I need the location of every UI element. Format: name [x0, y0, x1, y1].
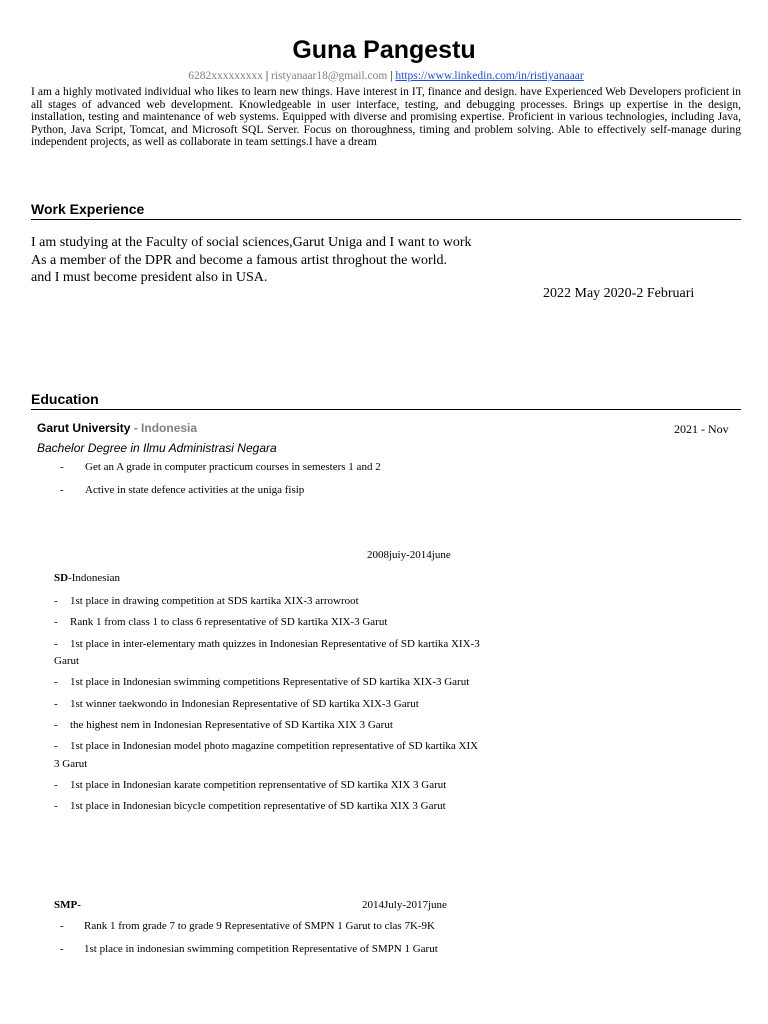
list-item-text: 1st place in inter-elementary math quizzes in Indonesian Representative of SD kartika XIX-3 Garut [54, 637, 480, 668]
university-entry [37, 420, 197, 436]
bullet-dash: - [54, 740, 58, 753]
contact-line [0, 69, 768, 84]
list-item-text: 1st place in Indonesian swimming competitions Representative of SD kartika XIX-3 Garut [70, 676, 470, 689]
sd-title-rest: -Indonesian [68, 572, 120, 584]
bullet-dash: - [54, 616, 58, 629]
bullet-dash: - [60, 461, 64, 473]
list-item [54, 798, 484, 816]
phone-number: 6282xxxxxxxxx [188, 70, 263, 82]
list-item [60, 461, 480, 484]
list-item [54, 777, 484, 795]
list-item [60, 918, 480, 935]
bullet-dash: - [54, 779, 58, 792]
university-achievements [60, 461, 480, 507]
linkedin-link[interactable]: https://www.linkedin.com/in/ristiyanaaar [395, 70, 584, 82]
work-description [31, 234, 551, 287]
list-item-text: 1st place in Indonesian karate competition reprensentative of SD kartika XIX 3 Garut [70, 779, 447, 792]
contact-separator: | [265, 70, 269, 82]
list-item-text: Rank 1 from grade 7 to grade 9 Representative of SMPN 1 Garut to clas 7K-9K [84, 920, 436, 932]
work-line: I am studying at the Faculty of social sciences,Garut Uniga and I want to work [31, 235, 472, 250]
bullet-dash: - [54, 800, 58, 813]
list-item-text: 1st place in Indonesian bicycle competition representative of SD kartika XIX 3 Garut [70, 800, 446, 813]
list-item-text: 1st winner taekwondo in Indonesian Representative of SD kartika XIX-3 Garut [70, 697, 419, 710]
list-item-text: 1st place in Indonesian model photo magazine competition representative of SD kartika XIX 3 Garut [54, 740, 479, 770]
list-item [54, 717, 484, 735]
list-item-text: Rank 1 from class 1 to class 6 representative of SD kartika XIX-3 Garut [70, 616, 388, 629]
candidate-name: Guna Pangestu [292, 36, 476, 64]
sd-title [54, 571, 120, 585]
smp-achievements [60, 918, 480, 964]
university-location: - Indonesia [130, 421, 198, 435]
section-divider [31, 409, 741, 410]
list-item [54, 636, 484, 671]
list-item-text: Active in state defence activities at the uniga fisip [85, 484, 305, 496]
contact-separator: | [390, 70, 393, 82]
list-item [54, 738, 484, 773]
sd-achievements [54, 593, 484, 820]
degree-title: Bachelor Degree in Ilmu Administrasi Negara [37, 441, 277, 455]
bullet-dash: - [54, 676, 58, 689]
university-name: Garut University [37, 421, 131, 435]
list-item-text: the highest nem in Indonesian Representative of SD Kartika XIX 3 Garut [70, 718, 393, 731]
list-item-text: 1st place in indonesian swimming competition Representative of SMPN 1 Garut [84, 943, 438, 955]
list-item [60, 484, 480, 507]
bullet-dash: - [60, 943, 64, 955]
bullet-dash: - [60, 484, 64, 496]
sd-title-bold: SD [54, 572, 69, 584]
bullet-dash: - [54, 637, 58, 650]
university-date: 2021 - Nov [674, 422, 729, 436]
list-item [54, 593, 484, 611]
email-address: ristyanaar18@gmail.com [271, 70, 388, 82]
profile-summary: I am a highly motivated individual who likes to learn new things. Have interest in IT, finance and design. have Experienced Web Developers proficient in all stages of advanced web development. Knowledgeable in user interface, testing, and debugging processes. Brings up expertise in the design, installation, testing and maintenance of web systems. Equipped with diverse and promising expertise. Proficient in various technologies, including Java, Python, Java Script, Tomcat, and Microsoft SQL Server. Focus on thoroughness, timing and problem solving. Able to effectively self-manage during independent projects, as well as collaborate in team settings.I have a dream [31, 86, 741, 149]
smp-date: 2014July-2017june [362, 899, 447, 911]
list-item-text: 1st place in drawing competition at SDS kartika XIX-3 arrowroot [70, 595, 359, 607]
work-line: As a member of the DPR and become a famous artist throghout the world. [31, 252, 448, 268]
list-item [54, 696, 484, 714]
education-heading: Education [31, 391, 99, 407]
list-item [54, 674, 484, 692]
bullet-dash: - [54, 718, 58, 731]
list-item [54, 614, 484, 632]
bullet-dash: - [54, 697, 58, 710]
section-divider [31, 219, 741, 220]
smp-title: SMP- [54, 899, 81, 911]
bullet-dash: - [60, 920, 64, 932]
sd-date: 2008juiy-2014june [367, 549, 451, 561]
bullet-dash: - [54, 595, 58, 607]
work-date: 2022 May 2020-2 Februari [543, 286, 695, 301]
work-experience-heading: Work Experience [31, 201, 145, 217]
work-line: and I must become president also in USA. [31, 270, 268, 285]
list-item [60, 941, 480, 958]
list-item-text: Get an A grade in computer practicum courses in semesters 1 and 2 [85, 461, 381, 473]
